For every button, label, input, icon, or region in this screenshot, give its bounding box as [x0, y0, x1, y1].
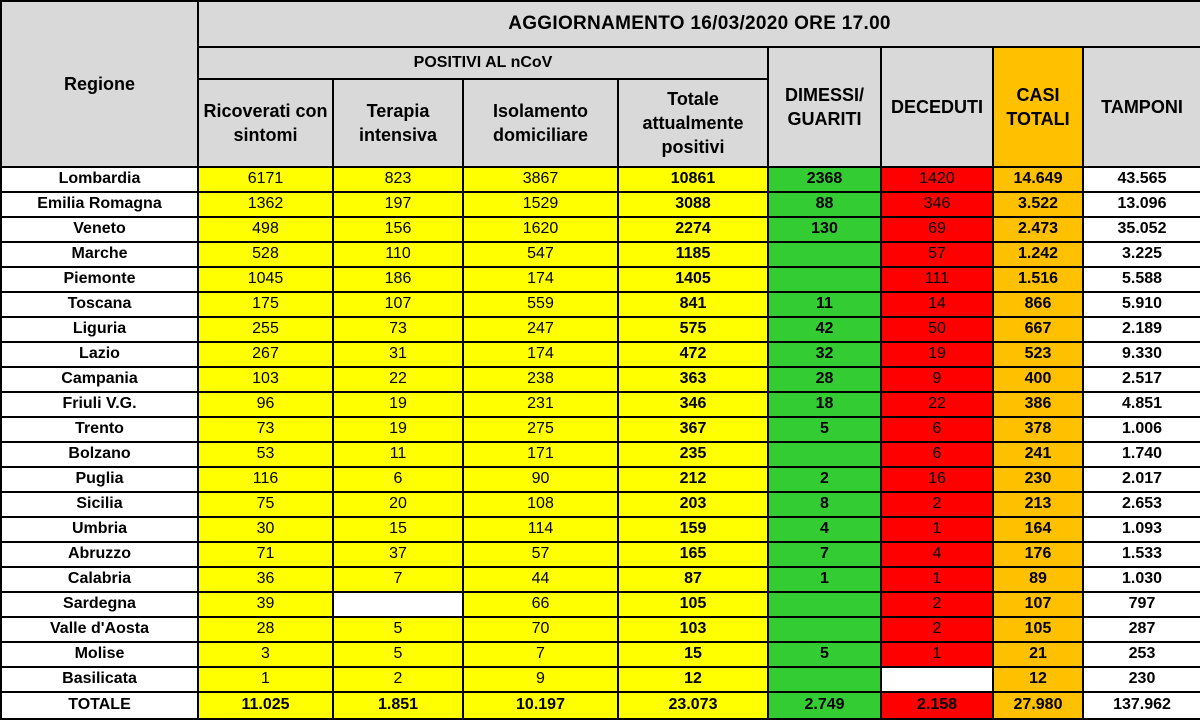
- cell-deceduti: 22: [881, 392, 993, 417]
- cell-deceduti: 4: [881, 542, 993, 567]
- cell-totale-positivi: 165: [618, 542, 768, 567]
- header-totale-positivi: Totale attualmente positivi: [618, 79, 768, 167]
- cell-terapia: 110: [333, 242, 463, 267]
- cell-dimessi: 8: [768, 492, 881, 517]
- cell-tamponi: 3.225: [1083, 242, 1200, 267]
- table-row: [1, 292, 1200, 317]
- header-deceduti: DECEDUTI: [881, 47, 993, 167]
- cell-dimessi: [768, 442, 881, 467]
- cell-casi-totali: 667: [993, 317, 1083, 342]
- cell-tamponi: 2.653: [1083, 492, 1200, 517]
- header-dimessi: DIMESSI/ GUARITI: [768, 47, 881, 167]
- cell-ricoverati: 73: [198, 417, 333, 442]
- table-row: [1, 542, 1200, 567]
- cell-totale-positivi: 15: [618, 642, 768, 667]
- cell-terapia: [333, 592, 463, 617]
- cell-totale-positivi: 212: [618, 467, 768, 492]
- cell-deceduti: [881, 667, 993, 692]
- cell-isolamento: 57: [463, 542, 618, 567]
- table-row: [1, 167, 1200, 192]
- cell-terapia: 31: [333, 342, 463, 367]
- cell-dimessi: 32: [768, 342, 881, 367]
- cell-regione: Valle d'Aosta: [1, 617, 198, 642]
- cell-regione: Lazio: [1, 342, 198, 367]
- cell-terapia: 11: [333, 442, 463, 467]
- cell-dimessi: 4: [768, 517, 881, 542]
- cell-totale-positivi: 472: [618, 342, 768, 367]
- cell-ricoverati: 528: [198, 242, 333, 267]
- cell-ricoverati: 1: [198, 667, 333, 692]
- cell-tamponi: 35.052: [1083, 217, 1200, 242]
- cell-casi-totali: 213: [993, 492, 1083, 517]
- header-casi-totali: CASI TOTALI: [993, 47, 1083, 167]
- cell-deceduti: 14: [881, 292, 993, 317]
- cell-regione: Liguria: [1, 317, 198, 342]
- cell-casi-totali: 176: [993, 542, 1083, 567]
- total-deceduti: 2.158: [881, 692, 993, 719]
- cell-isolamento: 7: [463, 642, 618, 667]
- cell-dimessi: 11: [768, 292, 881, 317]
- cell-ricoverati: 28: [198, 617, 333, 642]
- cell-regione: Abruzzo: [1, 542, 198, 567]
- cell-ricoverati: 175: [198, 292, 333, 317]
- cell-dimessi: [768, 667, 881, 692]
- cell-isolamento: 66: [463, 592, 618, 617]
- cell-dimessi: 2: [768, 467, 881, 492]
- header-regione: Regione: [1, 1, 198, 167]
- cell-ricoverati: 116: [198, 467, 333, 492]
- cell-terapia: 6: [333, 467, 463, 492]
- cell-regione: Toscana: [1, 292, 198, 317]
- cell-ricoverati: 498: [198, 217, 333, 242]
- cell-regione: Lombardia: [1, 167, 198, 192]
- cell-casi-totali: 2.473: [993, 217, 1083, 242]
- cell-regione: Bolzano: [1, 442, 198, 467]
- cell-deceduti: 1: [881, 567, 993, 592]
- cell-terapia: 5: [333, 617, 463, 642]
- cell-casi-totali: 89: [993, 567, 1083, 592]
- cell-ricoverati: 103: [198, 367, 333, 392]
- cell-ricoverati: 30: [198, 517, 333, 542]
- table-row: [1, 417, 1200, 442]
- total-isolamento: 10.197: [463, 692, 618, 719]
- cell-regione: Veneto: [1, 217, 198, 242]
- total-regione: TOTALE: [1, 692, 198, 719]
- cell-ricoverati: 1045: [198, 267, 333, 292]
- cell-regione: Campania: [1, 367, 198, 392]
- cell-ricoverati: 75: [198, 492, 333, 517]
- cell-isolamento: 547: [463, 242, 618, 267]
- cell-dimessi: [768, 242, 881, 267]
- cell-deceduti: 50: [881, 317, 993, 342]
- cell-totale-positivi: 105: [618, 592, 768, 617]
- table-row: [1, 467, 1200, 492]
- cell-dimessi: 28: [768, 367, 881, 392]
- cell-tamponi: 9.330: [1083, 342, 1200, 367]
- cell-terapia: 107: [333, 292, 463, 317]
- cell-isolamento: 70: [463, 617, 618, 642]
- cell-totale-positivi: 159: [618, 517, 768, 542]
- total-dimessi: 2.749: [768, 692, 881, 719]
- table-row: [1, 617, 1200, 642]
- cell-tamponi: 1.093: [1083, 517, 1200, 542]
- table-row: [1, 592, 1200, 617]
- cell-terapia: 19: [333, 392, 463, 417]
- cell-isolamento: 1529: [463, 192, 618, 217]
- cell-totale-positivi: 235: [618, 442, 768, 467]
- cell-tamponi: 1.030: [1083, 567, 1200, 592]
- cell-regione: Piemonte: [1, 267, 198, 292]
- total-tamponi: 137.962: [1083, 692, 1200, 719]
- cell-isolamento: 108: [463, 492, 618, 517]
- cell-casi-totali: 164: [993, 517, 1083, 542]
- cell-casi-totali: 523: [993, 342, 1083, 367]
- cell-terapia: 19: [333, 417, 463, 442]
- cell-ricoverati: 71: [198, 542, 333, 567]
- total-ricoverati: 11.025: [198, 692, 333, 719]
- table-row: [1, 667, 1200, 692]
- cell-tamponi: 287: [1083, 617, 1200, 642]
- cell-deceduti: 69: [881, 217, 993, 242]
- table-row: [1, 517, 1200, 542]
- cell-totale-positivi: 203: [618, 492, 768, 517]
- cell-regione: Calabria: [1, 567, 198, 592]
- cell-regione: Emilia Romagna: [1, 192, 198, 217]
- table-row: [1, 342, 1200, 367]
- cell-tamponi: 2.517: [1083, 367, 1200, 392]
- cell-casi-totali: 107: [993, 592, 1083, 617]
- cell-ricoverati: 267: [198, 342, 333, 367]
- cell-terapia: 22: [333, 367, 463, 392]
- cell-dimessi: 42: [768, 317, 881, 342]
- cell-casi-totali: 14.649: [993, 167, 1083, 192]
- cell-dimessi: 88: [768, 192, 881, 217]
- cell-totale-positivi: 841: [618, 292, 768, 317]
- cell-tamponi: 1.006: [1083, 417, 1200, 442]
- cell-casi-totali: 1.516: [993, 267, 1083, 292]
- cell-totale-positivi: 363: [618, 367, 768, 392]
- cell-tamponi: 1.533: [1083, 542, 1200, 567]
- cell-tamponi: 43.565: [1083, 167, 1200, 192]
- cell-dimessi: [768, 617, 881, 642]
- header-tamponi: TAMPONI: [1083, 47, 1200, 167]
- cell-totale-positivi: 1185: [618, 242, 768, 267]
- cell-tamponi: 797: [1083, 592, 1200, 617]
- cell-casi-totali: 105: [993, 617, 1083, 642]
- cell-regione: Puglia: [1, 467, 198, 492]
- cell-totale-positivi: 12: [618, 667, 768, 692]
- cell-ricoverati: 3: [198, 642, 333, 667]
- cell-terapia: 823: [333, 167, 463, 192]
- cell-regione: Molise: [1, 642, 198, 667]
- cell-totale-positivi: 1405: [618, 267, 768, 292]
- cell-isolamento: 247: [463, 317, 618, 342]
- cell-tamponi: 4.851: [1083, 392, 1200, 417]
- cell-regione: Friuli V.G.: [1, 392, 198, 417]
- total-terapia: 1.851: [333, 692, 463, 719]
- cell-dimessi: 130: [768, 217, 881, 242]
- table-title: AGGIORNAMENTO 16/03/2020 ORE 17.00: [198, 1, 1200, 47]
- cell-deceduti: 6: [881, 417, 993, 442]
- table-row: [1, 442, 1200, 467]
- cell-terapia: 37: [333, 542, 463, 567]
- cell-deceduti: 1: [881, 642, 993, 667]
- table-row: [1, 317, 1200, 342]
- cell-dimessi: 5: [768, 642, 881, 667]
- cell-casi-totali: 400: [993, 367, 1083, 392]
- cell-casi-totali: 866: [993, 292, 1083, 317]
- total-totale-positivi: 23.073: [618, 692, 768, 719]
- cell-isolamento: 174: [463, 267, 618, 292]
- table-row: [1, 392, 1200, 417]
- cell-regione: Basilicata: [1, 667, 198, 692]
- cell-deceduti: 2: [881, 592, 993, 617]
- cell-dimessi: 18: [768, 392, 881, 417]
- cell-tamponi: 2.017: [1083, 467, 1200, 492]
- table-row: [1, 267, 1200, 292]
- cell-terapia: 197: [333, 192, 463, 217]
- header-terapia: Terapia intensiva: [333, 79, 463, 167]
- cell-casi-totali: 386: [993, 392, 1083, 417]
- cell-tamponi: 5.588: [1083, 267, 1200, 292]
- cell-ricoverati: 53: [198, 442, 333, 467]
- cell-terapia: 20: [333, 492, 463, 517]
- cell-casi-totali: 1.242: [993, 242, 1083, 267]
- cell-terapia: 15: [333, 517, 463, 542]
- cell-casi-totali: 378: [993, 417, 1083, 442]
- total-casi-totali: 27.980: [993, 692, 1083, 719]
- cell-ricoverati: 6171: [198, 167, 333, 192]
- cell-deceduti: 57: [881, 242, 993, 267]
- table-row: [1, 217, 1200, 242]
- table-row: [1, 242, 1200, 267]
- cell-totale-positivi: 103: [618, 617, 768, 642]
- cell-ricoverati: 255: [198, 317, 333, 342]
- cell-isolamento: 559: [463, 292, 618, 317]
- cell-tamponi: 1.740: [1083, 442, 1200, 467]
- cell-isolamento: 238: [463, 367, 618, 392]
- cell-deceduti: 2: [881, 492, 993, 517]
- cell-regione: Sicilia: [1, 492, 198, 517]
- table-row: [1, 367, 1200, 392]
- cell-deceduti: 9: [881, 367, 993, 392]
- cell-isolamento: 3867: [463, 167, 618, 192]
- cell-isolamento: 275: [463, 417, 618, 442]
- cell-totale-positivi: 575: [618, 317, 768, 342]
- cell-casi-totali: 21: [993, 642, 1083, 667]
- cell-dimessi: [768, 267, 881, 292]
- cell-ricoverati: 1362: [198, 192, 333, 217]
- cell-isolamento: 90: [463, 467, 618, 492]
- cell-ricoverati: 39: [198, 592, 333, 617]
- cell-dimessi: [768, 592, 881, 617]
- cell-isolamento: 114: [463, 517, 618, 542]
- cell-terapia: 5: [333, 642, 463, 667]
- cell-tamponi: 2.189: [1083, 317, 1200, 342]
- cell-terapia: 156: [333, 217, 463, 242]
- cell-isolamento: 9: [463, 667, 618, 692]
- cell-deceduti: 1420: [881, 167, 993, 192]
- cell-isolamento: 231: [463, 392, 618, 417]
- cell-casi-totali: 12: [993, 667, 1083, 692]
- cell-totale-positivi: 2274: [618, 217, 768, 242]
- cell-dimessi: 1: [768, 567, 881, 592]
- cell-totale-positivi: 3088: [618, 192, 768, 217]
- cell-deceduti: 2: [881, 617, 993, 642]
- cell-isolamento: 44: [463, 567, 618, 592]
- cell-ricoverati: 36: [198, 567, 333, 592]
- cell-regione: Umbria: [1, 517, 198, 542]
- table-row: [1, 642, 1200, 667]
- cell-deceduti: 111: [881, 267, 993, 292]
- cell-terapia: 186: [333, 267, 463, 292]
- cell-isolamento: 171: [463, 442, 618, 467]
- cell-terapia: 73: [333, 317, 463, 342]
- header-positivi-group: POSITIVI AL nCoV: [198, 47, 768, 79]
- cell-ricoverati: 96: [198, 392, 333, 417]
- table-row: [1, 192, 1200, 217]
- header-ricoverati: Ricoverati con sintomi: [198, 79, 333, 167]
- cell-terapia: 7: [333, 567, 463, 592]
- cell-terapia: 2: [333, 667, 463, 692]
- table-row: [1, 567, 1200, 592]
- cell-deceduti: 6: [881, 442, 993, 467]
- cell-totale-positivi: 10861: [618, 167, 768, 192]
- cell-deceduti: 346: [881, 192, 993, 217]
- cell-isolamento: 1620: [463, 217, 618, 242]
- cell-casi-totali: 230: [993, 467, 1083, 492]
- cell-totale-positivi: 87: [618, 567, 768, 592]
- cell-tamponi: 5.910: [1083, 292, 1200, 317]
- cell-dimessi: 2368: [768, 167, 881, 192]
- cell-totale-positivi: 346: [618, 392, 768, 417]
- cell-dimessi: 5: [768, 417, 881, 442]
- cell-isolamento: 174: [463, 342, 618, 367]
- cell-tamponi: 230: [1083, 667, 1200, 692]
- cell-totale-positivi: 367: [618, 417, 768, 442]
- table-body: [1, 167, 1200, 719]
- total-row: [1, 692, 1200, 719]
- cell-tamponi: 13.096: [1083, 192, 1200, 217]
- cell-regione: Marche: [1, 242, 198, 267]
- header-isolamento: Isolamento domiciliare: [463, 79, 618, 167]
- table-row: [1, 492, 1200, 517]
- cell-regione: Sardegna: [1, 592, 198, 617]
- cell-dimessi: 7: [768, 542, 881, 567]
- cell-regione: Trento: [1, 417, 198, 442]
- cell-deceduti: 16: [881, 467, 993, 492]
- cell-casi-totali: 241: [993, 442, 1083, 467]
- cell-deceduti: 1: [881, 517, 993, 542]
- cell-deceduti: 19: [881, 342, 993, 367]
- cell-casi-totali: 3.522: [993, 192, 1083, 217]
- cell-tamponi: 253: [1083, 642, 1200, 667]
